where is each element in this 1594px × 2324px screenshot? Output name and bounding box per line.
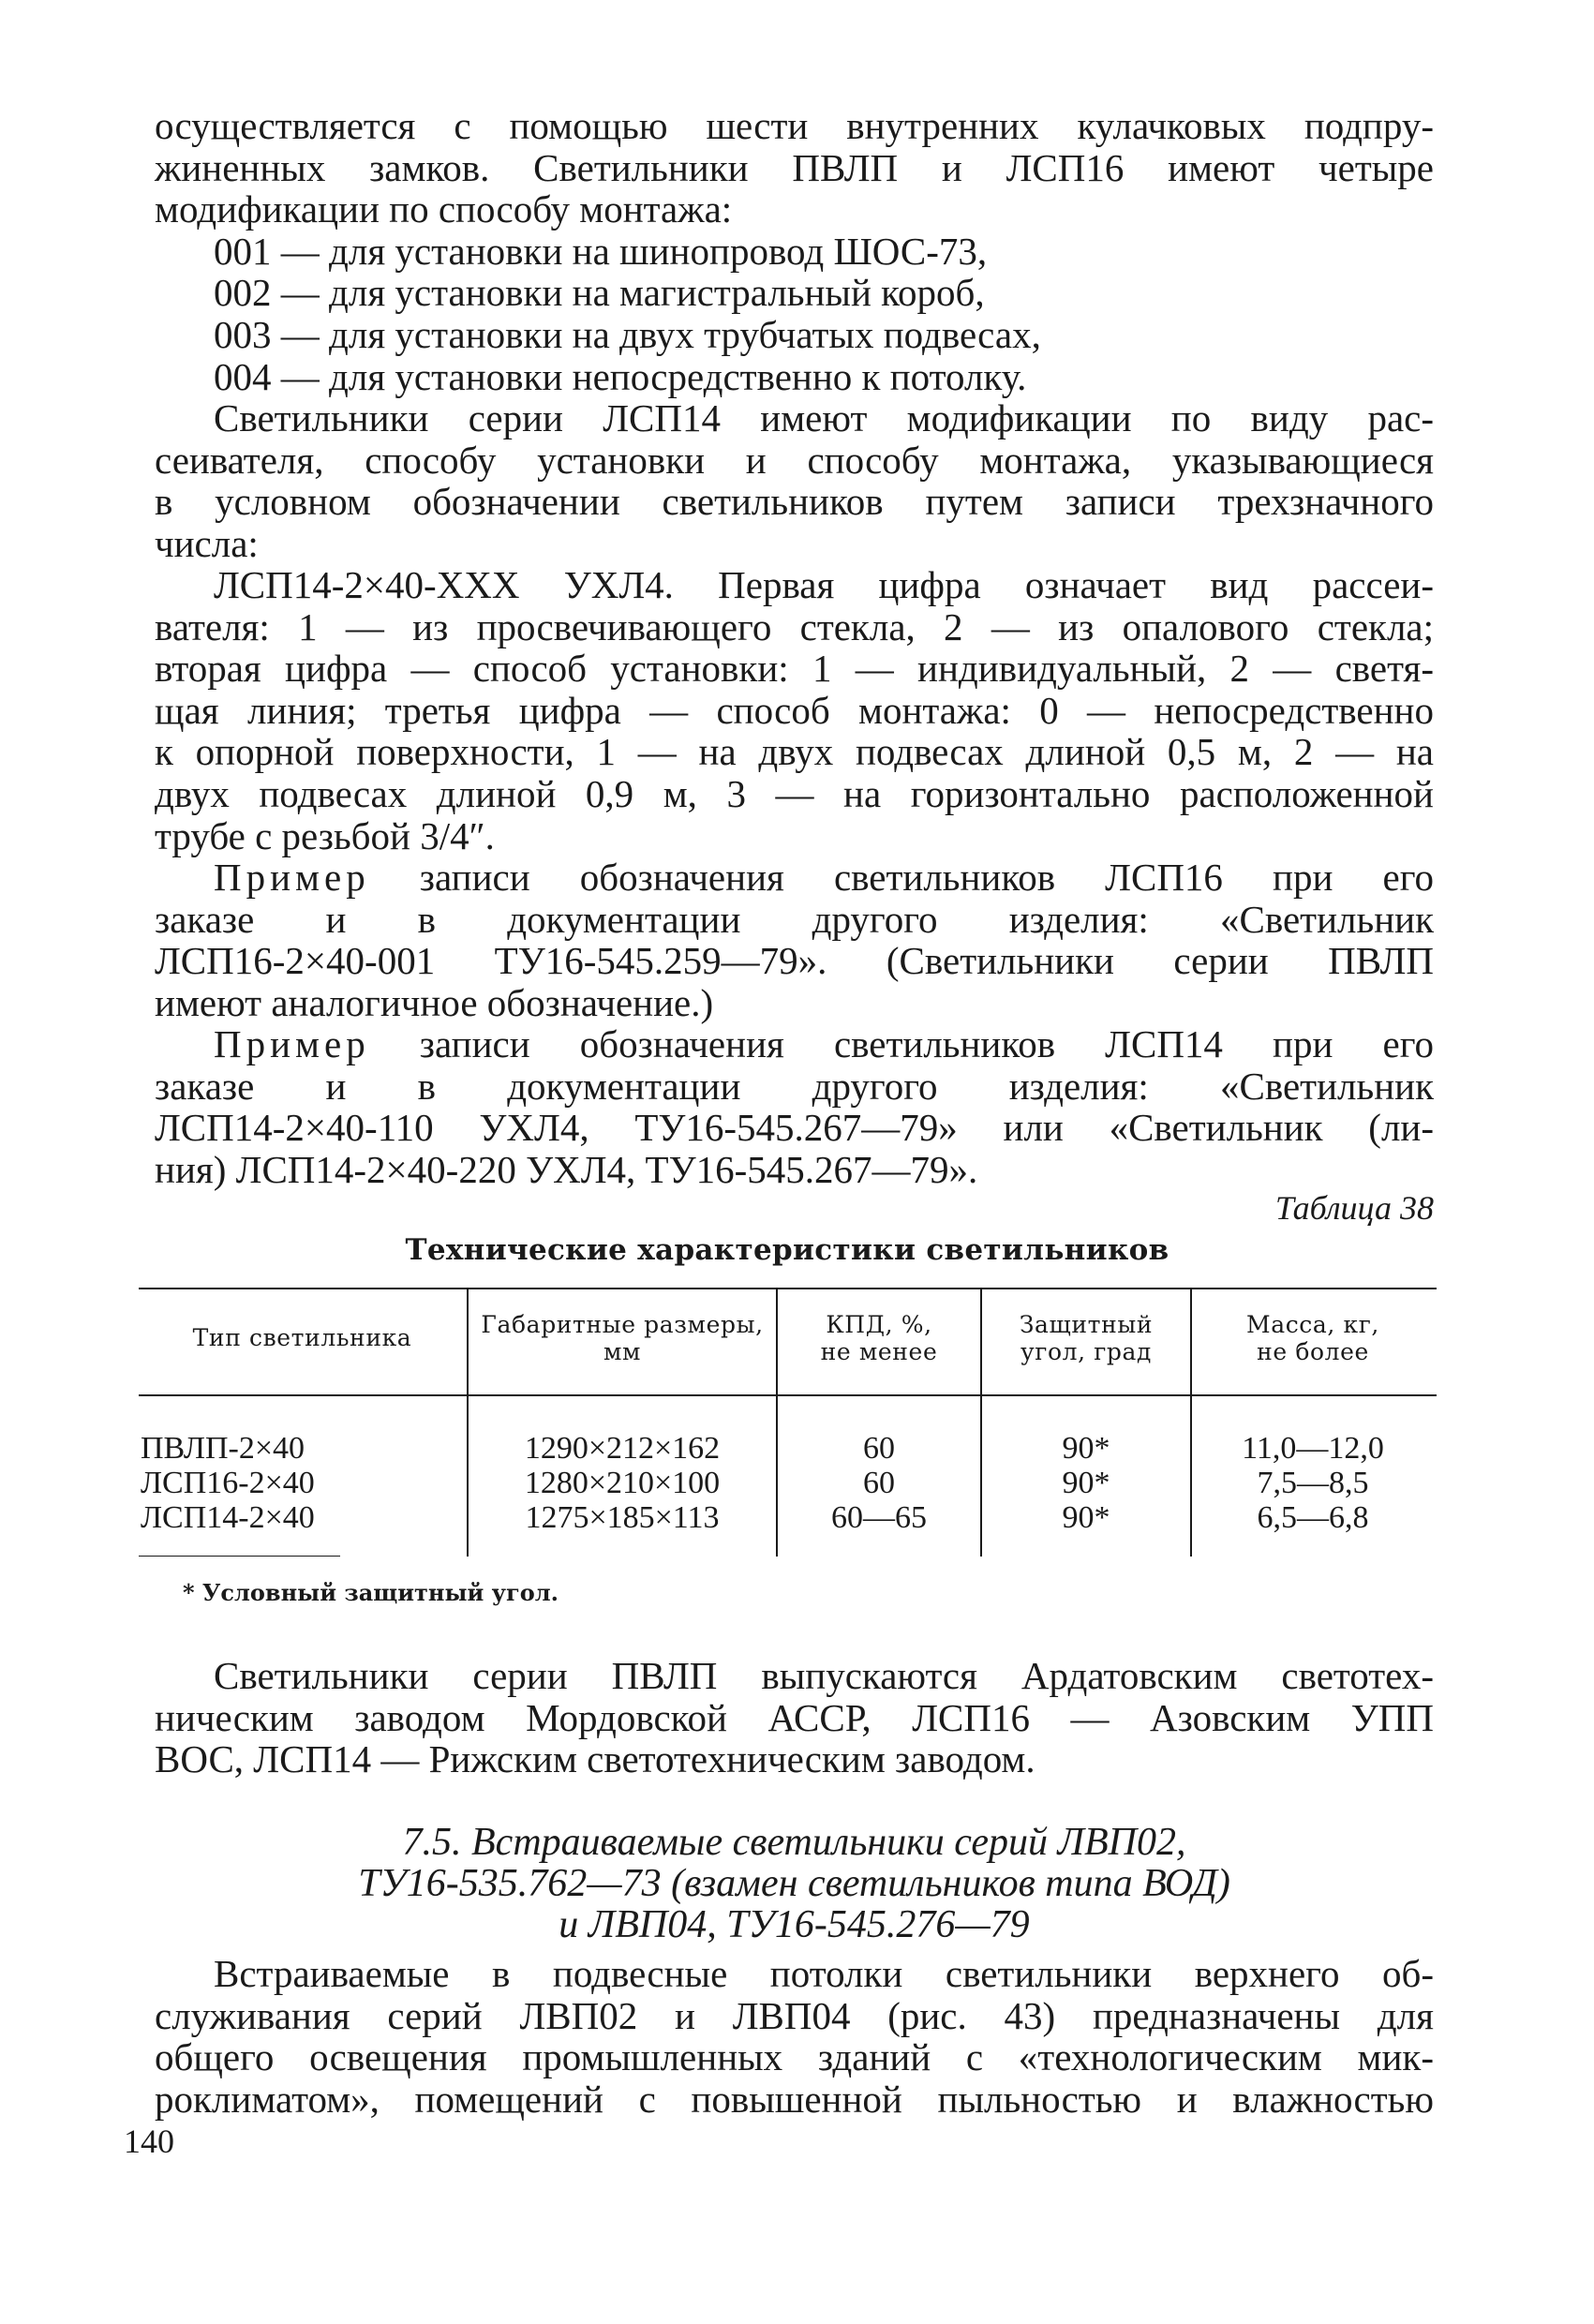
text-line: сеивателя, способу установки и способу монтажа, указывающиеся [155,438,1434,482]
text-line: трубе с резьбой 3/4″. [155,813,495,857]
header-text: КПД, %, [826,1311,932,1338]
text-line: имеют аналогичное обозначение.) [155,980,714,1024]
example-lead: Пример [214,856,370,899]
table-column-protective-angle [982,1431,1190,1535]
list-item: 002 — для установки на магистральный короб, [214,271,985,315]
text-line: служивания серий ЛВП02 и ЛВП04 (рис. 43) предназначены для [155,1993,1434,2037]
text-line: осуществляется с помощью шести внутренних кулачковых подпру- [155,104,1434,147]
heading-line: 7.5. Встраиваемые светильники серий ЛВП02, [402,1821,1186,1864]
paragraph-example-lsp16 [155,857,1434,1023]
list-item: 004 — для установки непосредственно к потолку. [214,354,1027,398]
table-column-type [141,1431,464,1535]
text-line: Светильники серии ЛСП14 имеют модификации по виду рас- [214,396,1434,439]
header-text: мм [603,1338,642,1365]
text-line: в условном обозначении светильников путем записи трехзначного [155,480,1434,524]
text-line: Светильники серии ПВЛП выпускаются Ардатовским светотех- [214,1654,1434,1697]
text-line: общего освещения промышленных зданий с «технологическим мик- [155,2035,1434,2079]
table-header-protective-angle [982,1311,1190,1365]
header-text: угол, град [1020,1338,1153,1365]
example-rest: записи обозначения светильников ЛСП16 при его [369,856,1434,899]
text-line: заказе и в документации другого изделия: «Светильник [155,897,1434,941]
table-cell: 7,5—8,5 [1257,1466,1369,1500]
table-header-mass [1192,1311,1434,1365]
table-column-mass [1192,1431,1434,1535]
text-line: ническим заводом Мордовской АССР, ЛСП16 — Азовским УПП [155,1695,1434,1739]
table-header-dimensions [470,1311,774,1365]
section-heading [155,1822,1434,1945]
text-line: заказе и в документации другого изделия: «Светильник [155,1064,1434,1108]
paragraph-built-in-luminaires [155,1953,1434,2120]
text-line [155,857,1434,899]
table-header-efficiency [778,1311,980,1365]
header-text: Защитный [1019,1311,1154,1338]
footnote-rule [139,1556,340,1557]
text-line: ЛСП14-2×40-110 УХЛ4, ТУ16-545.267—79» или «Светильник (ли- [155,1106,1434,1150]
header-text: Тип светильника [192,1324,412,1351]
text-line: жиненных замков. Светильники ПВЛП и ЛСП16 имеют четыре [155,145,1434,189]
table-caption: Таблица 38 [1274,1189,1434,1227]
table-cell: ЛСП14-2×40 [141,1500,315,1535]
table-cell: 60 [863,1431,895,1466]
table-cell: 90* [1062,1431,1110,1466]
paragraph-lsp14-modifications [155,397,1434,564]
text-line: к опорной поверхности, 1 — на двух подвесах длиной 0,5 м, 2 — на [155,730,1434,774]
table-cell: 6,5—6,8 [1257,1500,1369,1535]
table-column-divider [467,1289,469,1557]
text-line: ЛСП16-2×40-001 ТУ16-545.259—79». (Светильники серии ПВЛП [155,939,1434,983]
table-top-rule [139,1288,1437,1289]
table-column-efficiency [778,1431,980,1535]
heading-line: ТУ16-535.762—73 (взамен светильников типа ВОД) [358,1862,1230,1905]
paragraph-designation-code [155,564,1434,857]
header-text: не менее [820,1338,938,1365]
text-line: числа: [155,521,259,565]
text-line [155,1023,1434,1065]
table-cell: ПВЛП-2×40 [141,1431,305,1466]
paragraph-example-lsp14 [155,1023,1434,1190]
table-title: Технические характеристики светильников [405,1233,1169,1267]
paragraph-manufacturers [155,1655,1434,1780]
text-line: роклиматом», помещений с повышенной пыльностью и влажностью [155,2077,1434,2121]
table-column-dimensions [470,1431,774,1535]
text-line: ния) ЛСП14-2×40-220 УХЛ4, ТУ16-545.267—79». [155,1147,978,1191]
header-text: не более [1257,1338,1369,1365]
paragraph-intro [155,105,1434,397]
heading-line: и ЛВП04, ТУ16-545.276—79 [559,1903,1030,1946]
text-line: модификации по способу монтажа: [155,187,733,231]
table-cell: 11,0—12,0 [1242,1431,1384,1466]
text-line: вторая цифра — способ установки: 1 — индивидуальный, 2 — светя- [155,647,1434,691]
table-cell: 1290×212×162 [524,1431,721,1466]
table-cell: 1275×185×113 [525,1500,720,1535]
text-line: Встраиваемые в подвесные потолки светильники верхнего об- [214,1952,1434,1995]
table-footnote: * Условный защитный угол. [183,1579,559,1606]
header-text: Масса, кг, [1246,1311,1379,1338]
table-cell: 1280×210×100 [524,1466,721,1500]
table-cell: 60—65 [831,1500,927,1535]
table-cell: 60 [863,1466,895,1500]
text-line: щая линия; третья цифра — способ монтажа: 0 — непосредственно [155,688,1434,732]
example-lead: Пример [214,1022,370,1065]
table-cell: 90* [1062,1466,1110,1500]
example-rest: записи обозначения светильников ЛСП14 при его [369,1022,1434,1065]
list-item: 001 — для установки на шинопровод ШОС-73, [214,229,988,273]
text-line: вателя: 1 — из просвечивающего стекла, 2 — из опалового стекла; [155,604,1434,648]
text-line: ЛСП14-2×40-XXX УХЛ4. Первая цифра означает вид рассеи- [214,563,1434,606]
table-cell: ЛСП16-2×40 [141,1466,315,1500]
page-number: 140 [124,2123,174,2160]
text-line: ВОС, ЛСП14 — Рижским светотехническим заводом. [155,1737,1035,1781]
list-item: 003 — для установки на двух трубчатых подвесах, [214,312,1041,356]
table-header-rule [139,1394,1437,1396]
text-line: двух подвесах длиной 0,9 м, 3 — на горизонтально расположенной [155,771,1434,815]
table-header-type [141,1324,464,1351]
header-text: Габаритные размеры, [481,1311,764,1338]
table-cell: 90* [1062,1500,1110,1535]
